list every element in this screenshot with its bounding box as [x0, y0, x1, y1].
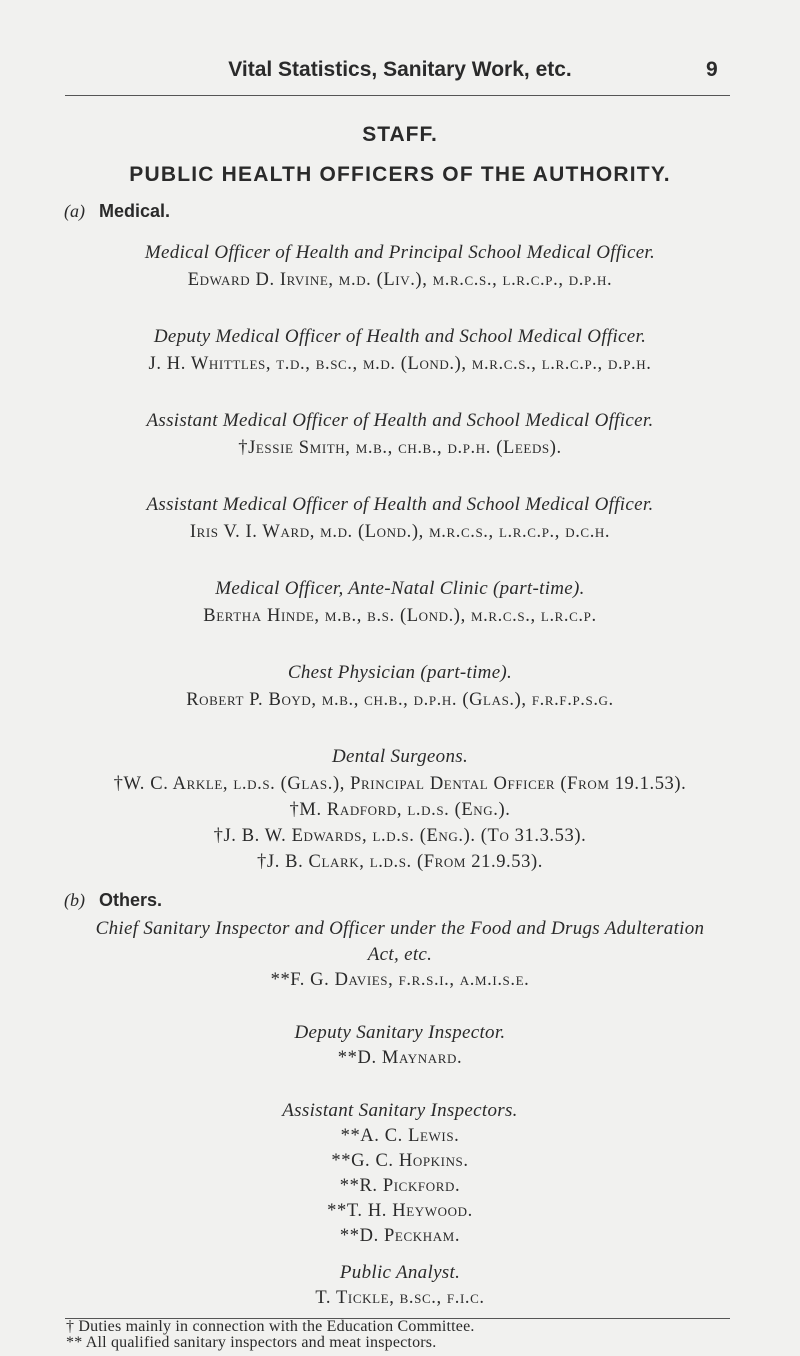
section-medical-heading — [64, 201, 170, 222]
officer-name: Robert P. Boyd, m.b., ch.b., d.p.h. (Glas.), f.r.f.p.s.g. — [186, 690, 614, 710]
section-marker: (a) — [64, 201, 85, 221]
officer-name: Iris V. I. Ward, m.d. (Lond.), m.r.c.s., l.r.c.p., d.c.h. — [189, 522, 611, 542]
post-title: Chest Physician (part-time). — [287, 662, 513, 683]
post-title: Deputy Sanitary Inspector. — [294, 1022, 506, 1043]
footnote: † Duties mainly in connection with the Education Committee. — [66, 1318, 475, 1335]
officer-name: †J. B. Clark, l.d.s. (From 21.9.53). — [257, 852, 543, 872]
officer-name: **D. Peckham. — [339, 1226, 461, 1246]
post-title: Chief Sanitary Inspector and Officer under the Food and Drugs Adulteration — [95, 918, 705, 939]
officer-name: **T. H. Heywood. — [327, 1201, 473, 1221]
officer-name: **F. G. Davies, f.r.s.i., a.m.i.s.e. — [270, 970, 530, 990]
post-title: Assistant Medical Officer of Health and School Medical Officer. — [146, 410, 654, 431]
post-title: Medical Officer, Ante-Natal Clinic (part-time). — [215, 578, 585, 599]
page-number: 9 — [706, 58, 718, 81]
post-title: Deputy Medical Officer of Health and School Medical Officer. — [153, 326, 647, 347]
officer-name: **G. C. Hopkins. — [331, 1151, 469, 1171]
section-title: Medical. — [99, 201, 171, 221]
officer-name: **R. Pickford. — [339, 1176, 461, 1196]
post-title: Assistant Medical Officer of Health and School Medical Officer. — [146, 494, 654, 515]
staff-heading: STAFF. — [362, 123, 438, 146]
officer-name: †Jessie Smith, m.b., ch.b., d.p.h. (Leeds). — [238, 438, 562, 458]
section-title: Others. — [99, 890, 163, 910]
officer-name: †M. Radford, l.d.s. (Eng.). — [289, 800, 511, 820]
post-title: Medical Officer of Health and Principal School Medical Officer. — [144, 242, 656, 263]
section-marker: (b) — [64, 890, 85, 910]
page-title: PUBLIC HEALTH OFFICERS OF THE AUTHORITY. — [129, 163, 671, 186]
post-title-continued: Act, etc. — [367, 944, 433, 965]
officer-name: Edward D. Irvine, m.d. (Liv.), m.r.c.s., l.r.c.p., d.p.h. — [187, 270, 613, 290]
officer-name: T. Tickle, b.sc., f.i.c. — [315, 1288, 485, 1308]
section-others-heading — [64, 890, 162, 911]
officer-name: †W. C. Arkle, l.d.s. (Glas.), Principal Dental Officer (From 19.1.53). — [113, 774, 687, 794]
header-rule — [65, 95, 730, 96]
post-title: Assistant Sanitary Inspectors. — [282, 1100, 518, 1121]
footnote: ** All qualified sanitary inspectors and meat inspectors. — [66, 1334, 437, 1351]
post-title: Public Analyst. — [339, 1262, 461, 1283]
officer-name: Bertha Hinde, m.b., b.s. (Lond.), m.r.c.s., l.r.c.p. — [203, 606, 597, 626]
officer-name: **D. Maynard. — [337, 1048, 463, 1068]
officer-name: †J. B. W. Edwards, l.d.s. (Eng.). (To 31.3.53). — [213, 826, 587, 846]
officer-name: **A. C. Lewis. — [340, 1126, 460, 1146]
officer-name: J. H. Whittles, t.d., b.sc., m.d. (Lond.), m.r.c.s., l.r.c.p., d.p.h. — [148, 354, 652, 374]
post-title: Dental Surgeons. — [331, 746, 469, 767]
running-title: Vital Statistics, Sanitary Work, etc. — [228, 58, 572, 81]
